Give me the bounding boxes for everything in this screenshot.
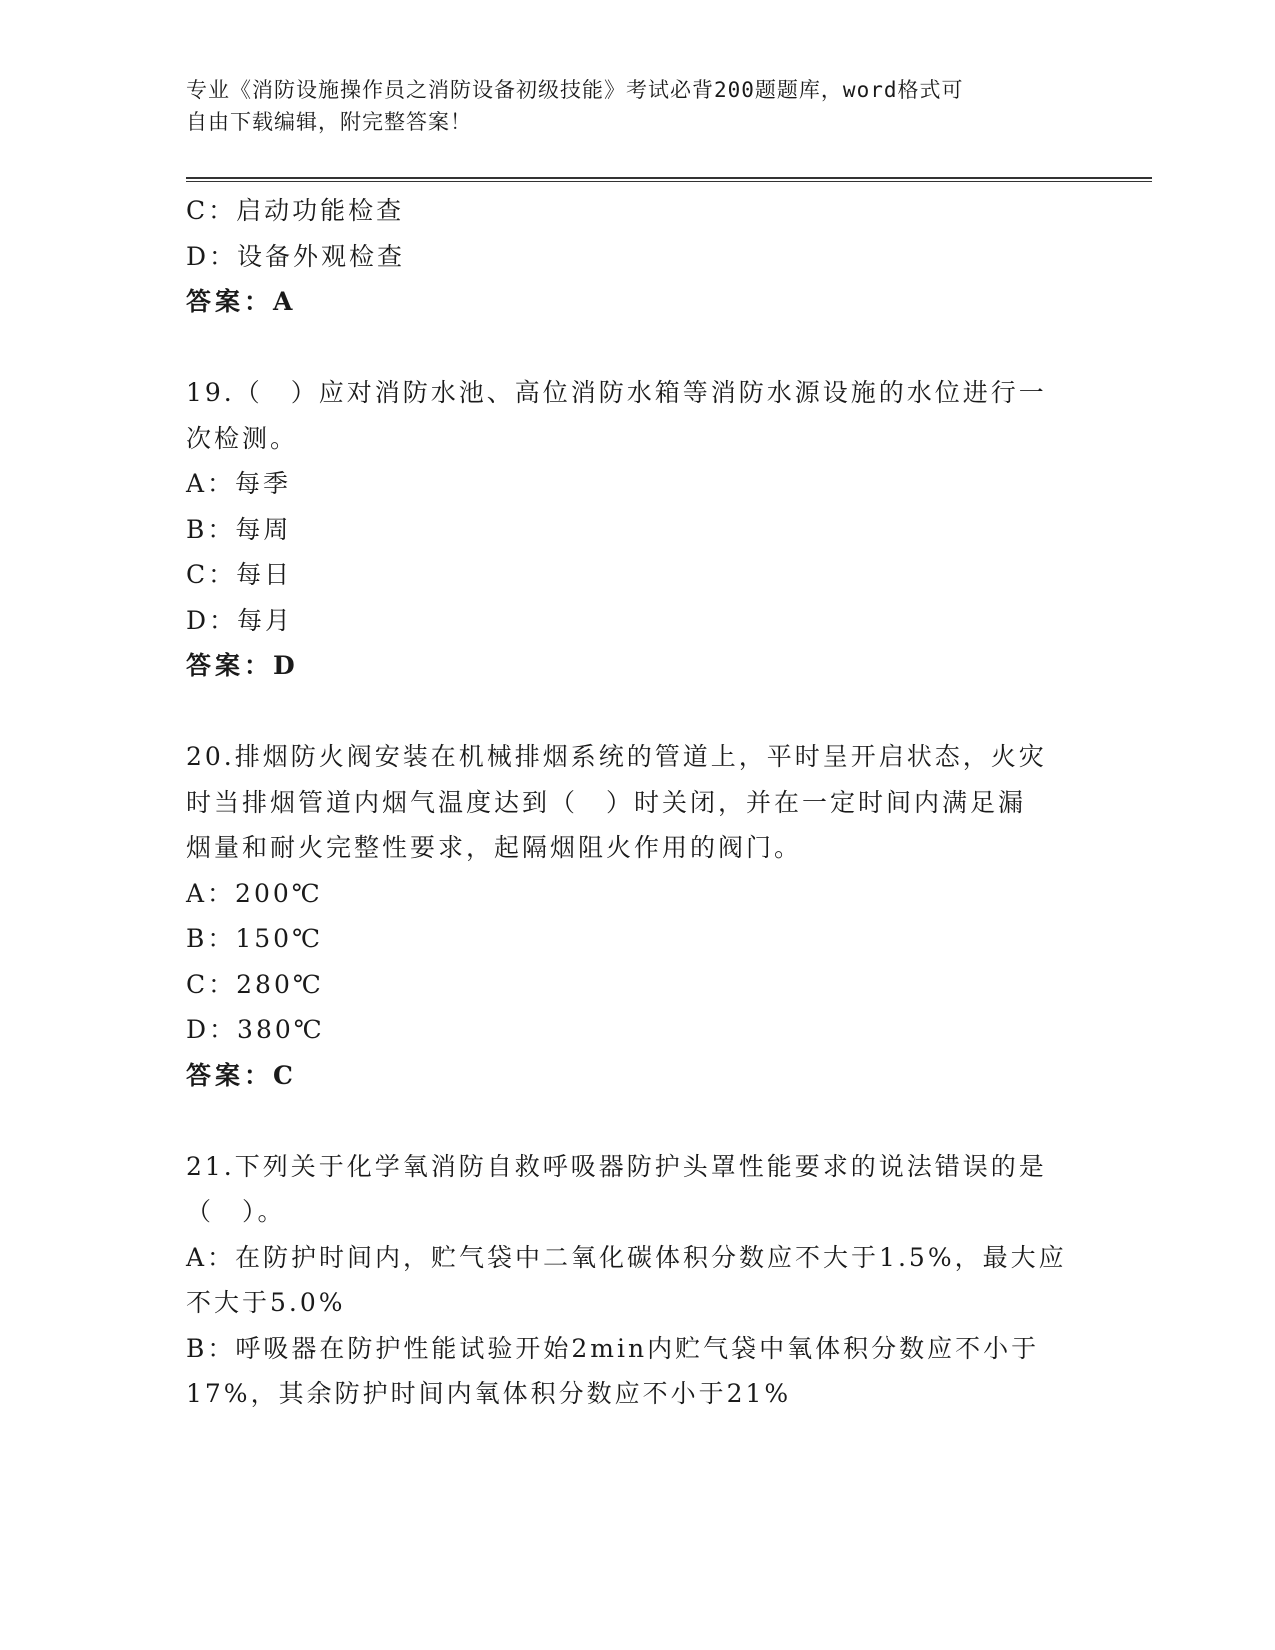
option-b: B：呼吸器在防护性能试验开始2min内贮气袋中氧体积分数应不小于 — [186, 1333, 1040, 1363]
answer: 答案：A — [186, 287, 297, 316]
spacer — [186, 689, 1086, 735]
answer: 答案：C — [186, 1060, 297, 1090]
option-a: A：每季 — [186, 469, 292, 498]
answer: 答案：D — [186, 651, 299, 680]
header-line-1: 专业《消防设施操作员之消防设备初级技能》考试必背200题题库，word格式可 — [186, 78, 964, 102]
option-a: A：在防护时间内，贮气袋中二氧化碳体积分数应不大于1.5%，最大应 — [186, 1242, 1067, 1272]
question-stem: 21.下列关于化学氧消防自救呼吸器防护头罩性能要求的说法错误的是 — [186, 1151, 1047, 1181]
option-b: B：150℃ — [186, 924, 324, 953]
question-list — [186, 188, 1086, 1417]
header-line-2: 自由下载编辑，附完整答案！ — [186, 110, 472, 134]
option-b-continued: 17%，其余防护时间内氧体积分数应不小于21% — [186, 1379, 792, 1408]
spacer — [186, 325, 1086, 371]
question-19 — [186, 370, 1086, 689]
question-20 — [186, 734, 1086, 1098]
option-c: C：每日 — [186, 560, 293, 589]
question-21 — [186, 1144, 1086, 1417]
question-stem: 19.（ ）应对消防水池、高位消防水箱等消防水源设施的水位进行一 — [186, 378, 1047, 407]
header-divider-thin — [186, 181, 1152, 182]
option-d: D：设备外观检查 — [186, 241, 406, 271]
option-d: D：380℃ — [186, 1015, 325, 1044]
option-a: A：200℃ — [186, 878, 323, 908]
option-a-continued: 不大于5.0% — [186, 1288, 346, 1317]
question-stem: 20.排烟防火阀安装在机械排烟系统的管道上，平时呈开启状态，火灾 — [186, 742, 1047, 771]
page-header — [186, 74, 1066, 138]
spacer — [186, 1098, 1086, 1144]
question-18-tail — [186, 188, 1086, 325]
option-c: C：启动功能检查 — [186, 196, 405, 225]
option-b: B：每周 — [186, 514, 292, 544]
question-stem: 时当排烟管道内烟气温度达到（ ）时关闭，并在一定时间内满足漏 — [186, 787, 1027, 817]
question-stem: 次检测。 — [186, 423, 299, 453]
header-divider-thick — [186, 177, 1152, 179]
option-d: D：每月 — [186, 605, 294, 635]
question-stem: 烟量和耐火完整性要求，起隔烟阻火作用的阀门。 — [186, 833, 803, 862]
option-c: C：280℃ — [186, 969, 324, 999]
question-stem: （ ）。 — [186, 1197, 286, 1226]
